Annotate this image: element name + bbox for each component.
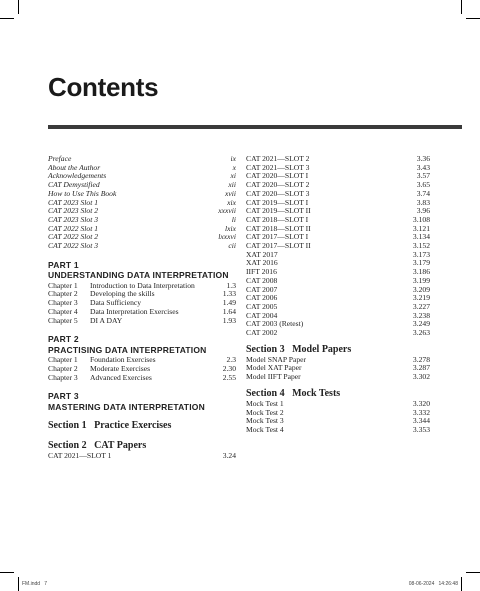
toc-entry[interactable]: Model XAT Paper 3.287 bbox=[246, 363, 430, 373]
toc-entry[interactable]: CAT 2020—SLOT 2 3.65 bbox=[246, 180, 430, 190]
chapter-entry[interactable]: Chapter 1 Introduction to Data Interpretation 1.3 bbox=[48, 280, 236, 290]
toc-entry[interactable]: Mock Test 4 3.353 bbox=[246, 424, 430, 434]
part-2-label: PART 2 bbox=[48, 334, 79, 345]
toc-entry[interactable]: CAT 2023 Slot 1 xix bbox=[48, 197, 236, 207]
toc-entry[interactable]: Mock Test 3 3.344 bbox=[246, 416, 430, 426]
chapter-entry[interactable]: Chapter 2 Developing the skills 1.33 bbox=[48, 289, 236, 299]
toc-entry[interactable]: CAT 2017—SLOT II 3.152 bbox=[246, 241, 430, 251]
chapter-entry[interactable]: Chapter 1 Foundation Exercises 2.3 bbox=[48, 355, 236, 365]
footer-file-label: FM.indd 7 bbox=[22, 581, 48, 587]
toc-entry[interactable]: Preface ix bbox=[48, 154, 236, 163]
toc-entry[interactable]: CAT 2021—SLOT 1 3.24 bbox=[48, 451, 236, 461]
crop-mark bbox=[461, 0, 462, 14]
toc-entry[interactable]: CAT 2019—SLOT II 3.96 bbox=[246, 206, 430, 216]
toc-entry[interactable]: CAT 2018—SLOT I 3.108 bbox=[246, 214, 430, 224]
toc-entry[interactable]: CAT 2019—SLOT I 3.83 bbox=[246, 197, 430, 207]
section-4-list bbox=[246, 400, 430, 435]
part-1-label: PART 1 bbox=[48, 259, 79, 270]
crop-mark bbox=[466, 572, 480, 573]
toc-entry[interactable]: CAT 2022 Slot 2 lxxxvi bbox=[48, 232, 236, 242]
section-1-heading[interactable]: Section 1 Practice Exercises bbox=[48, 420, 172, 432]
crop-mark bbox=[18, 577, 19, 591]
toc-entry[interactable]: How to Use This Book xvii bbox=[48, 188, 236, 198]
toc-entry[interactable]: CAT Demystified xii bbox=[48, 180, 236, 190]
toc-entry[interactable]: CAT 2003 (Retest) 3.249 bbox=[246, 319, 430, 329]
part-1-chapters bbox=[48, 282, 236, 326]
section-3-heading[interactable]: Section 3 Model Papers bbox=[246, 343, 352, 355]
toc-entry[interactable]: CAT 2023 Slot 3 li bbox=[48, 214, 236, 224]
contents-right-column bbox=[246, 155, 430, 435]
toc-entry[interactable]: Mock Test 2 3.332 bbox=[246, 407, 430, 417]
crop-mark bbox=[466, 18, 480, 19]
title-rule bbox=[48, 125, 462, 129]
toc-entry[interactable]: Mock Test 1 3.320 bbox=[246, 398, 430, 408]
toc-entry[interactable]: CAT 2002 3.263 bbox=[246, 328, 430, 338]
page-title: Contents bbox=[48, 72, 159, 102]
toc-entry[interactable]: CAT 2004 3.238 bbox=[246, 310, 430, 320]
toc-entry[interactable]: CAT 2020—SLOT I 3.57 bbox=[246, 171, 430, 181]
chapter-entry[interactable]: Chapter 3 Advanced Exercises 2.55 bbox=[48, 372, 236, 382]
crop-mark bbox=[461, 577, 462, 591]
section-2-heading[interactable]: Section 2 CAT Papers bbox=[48, 440, 147, 452]
toc-entry[interactable]: CAT 2017—SLOT I 3.134 bbox=[246, 232, 430, 242]
toc-entry[interactable]: CAT 2005 3.227 bbox=[246, 301, 430, 311]
toc-entry[interactable]: CAT 2007 3.209 bbox=[246, 284, 430, 294]
toc-entry[interactable]: CAT 2021—SLOT 2 3.36 bbox=[246, 154, 430, 163]
crop-mark bbox=[0, 18, 14, 19]
toc-entry[interactable]: CAT 2008 3.199 bbox=[246, 275, 430, 285]
toc-entry[interactable]: CAT 2023 Slot 2 xxxvii bbox=[48, 206, 236, 216]
chapter-entry[interactable]: Chapter 4 Data Interpretation Exercises 1.64 bbox=[48, 306, 236, 316]
part-2-title: PRACTISING DATA INTERPRETATION bbox=[48, 344, 207, 355]
chapter-entry[interactable]: Chapter 2 Moderate Exercises 2.30 bbox=[48, 363, 236, 373]
toc-entry[interactable]: Model IIFT Paper 3.302 bbox=[246, 372, 430, 382]
toc-entry[interactable]: CAT 2022 Slot 3 cii bbox=[48, 241, 236, 251]
toc-entry[interactable]: Acknowledgements xi bbox=[48, 171, 236, 181]
chapter-entry[interactable]: Chapter 5 DI A DAY 1.93 bbox=[48, 315, 236, 325]
chapter-entry[interactable]: Chapter 3 Data Sufficiency 1.49 bbox=[48, 298, 236, 308]
section-3-list bbox=[246, 356, 430, 382]
toc-entry[interactable]: XAT 2016 3.179 bbox=[246, 258, 430, 268]
footer-timestamp: 08-06-2024 14:26:48 bbox=[408, 581, 458, 587]
toc-entry[interactable]: About the Author x bbox=[48, 162, 236, 172]
toc-entry[interactable]: CAT 2018—SLOT II 3.121 bbox=[246, 223, 430, 233]
toc-entry[interactable]: Model SNAP Paper 3.278 bbox=[246, 354, 430, 364]
toc-entry[interactable]: IIFT 2016 3.186 bbox=[246, 267, 430, 277]
toc-entry[interactable]: CAT 2022 Slot 1 lxix bbox=[48, 223, 236, 233]
contents-left-column bbox=[48, 155, 236, 461]
toc-entry[interactable]: CAT 2006 3.219 bbox=[246, 293, 430, 303]
part-3-label: PART 3 bbox=[48, 391, 79, 402]
crop-mark bbox=[0, 572, 14, 573]
toc-entry[interactable]: CAT 2021—SLOT 3 3.43 bbox=[246, 162, 430, 172]
crop-mark bbox=[18, 0, 19, 14]
part-1-title: UNDERSTANDING DATA INTERPRETATION bbox=[48, 270, 229, 281]
front-matter-list bbox=[48, 155, 236, 251]
part-2-chapters bbox=[48, 356, 236, 382]
toc-entry[interactable]: CAT 2020—SLOT 3 3.74 bbox=[246, 188, 430, 198]
section-4-heading[interactable]: Section 4 Mock Tests bbox=[246, 387, 341, 399]
cat-papers-list bbox=[246, 155, 430, 338]
part-3-title: MASTERING DATA INTERPRETATION bbox=[48, 401, 205, 412]
toc-entry[interactable]: XAT 2017 3.173 bbox=[246, 249, 430, 259]
